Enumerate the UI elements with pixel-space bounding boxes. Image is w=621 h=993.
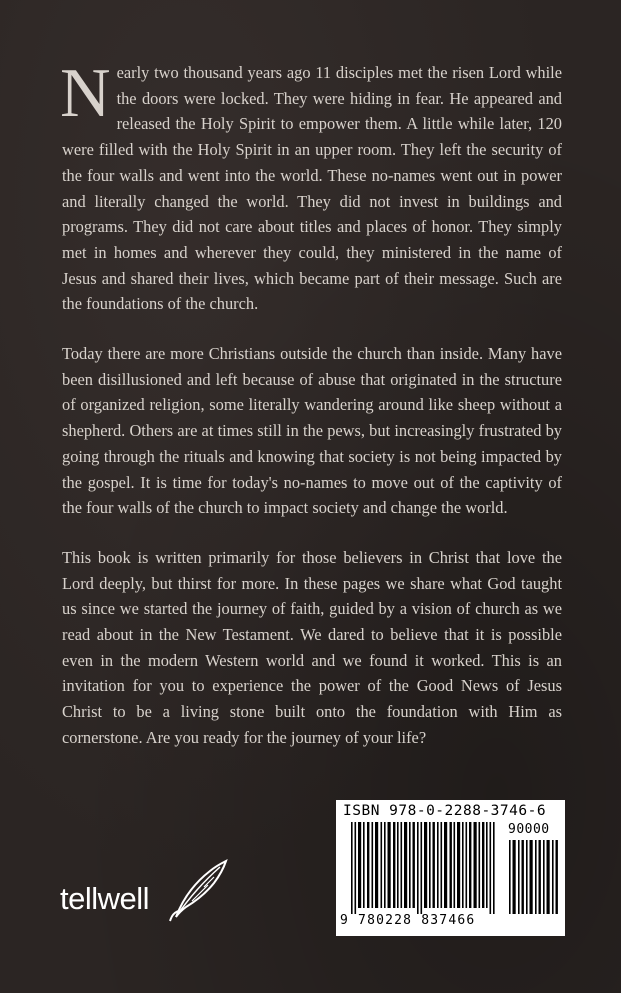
price-code: 90000 xyxy=(508,822,550,837)
isbn-label: ISBN 978-0-2288-3746-6 xyxy=(343,803,547,819)
publisher-logo xyxy=(60,855,230,935)
price-addon-bars xyxy=(507,840,561,914)
quill-pen-icon xyxy=(168,855,228,925)
ean-digits: 9 780228 837466 xyxy=(340,913,476,928)
drop-cap: N xyxy=(60,55,111,132)
paragraph-1-text: early two thousand years ago 11 disciples met the risen Lord while the doors were locked. They were hiding in fear. He appeared and released the Holy Spirit to empower them. A little while later, 120 were filled with the Holy Spirit in an upper room. They left the security of the four walls and went into the world. These no-names went out in power and literally changed the world. They did not invest in buildings and programs. They did not care about titles and places of honor. They simply met in homes and wherever they could, they ministered in the name of Jesus and shared their lives, which became part of their message. Such are the foundations of the church. xyxy=(62,63,562,314)
blurb-paragraph-3: This book is written primarily for those believers in Christ that love the Lord deeply, but thirst for more. In these pages we share what God taught us since we started the journey of faith, guided by a vision of church as we read about in the New Testament. We dared to believe that it is possible even in the modern Western world and we found it worked. This is an invitation for you to experience the power of the Good News of Jesus Christ to be a living stone built onto the foundation with Him as cornerstone. Are you ready for the journey of your life? xyxy=(62,547,562,747)
publisher-name: tellwell xyxy=(60,881,150,916)
ean-bars xyxy=(341,822,503,914)
isbn-barcode xyxy=(336,800,565,936)
blurb-paragraph-1 xyxy=(60,55,562,317)
blurb-text xyxy=(60,55,562,775)
blurb-paragraph-2: Today there are more Christians outside the church than inside. Many have been disillusioned and left because of abuse that originated in the structure of organized religion, some literally wandering around like sheep without a shepherd. Others are at times still in the pews, but increasingly frustrated by going through the rituals and knowing that society is not being impacted by the gospel. It is time for today's no-names to move out of the captivity of the four walls of the church to impact society and change the world. xyxy=(62,344,562,518)
